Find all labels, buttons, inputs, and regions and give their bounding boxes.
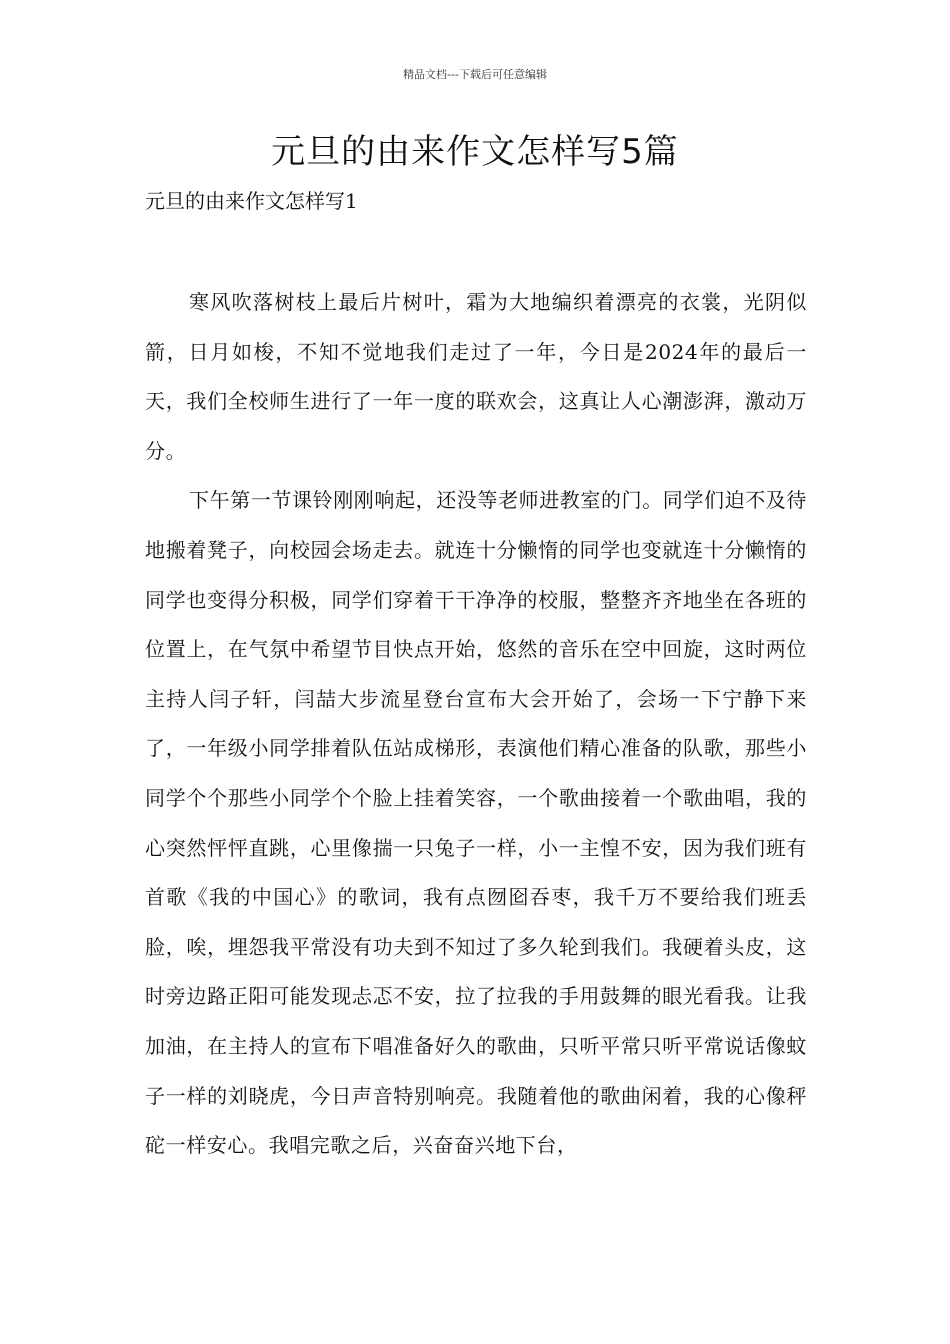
- header-note: 精品文档---下载后可任意编辑: [403, 68, 547, 81]
- paragraph-1: 寒风吹落树枝上最后片树叶，霜为大地编织着漂亮的衣裳，光阴似箭，日月如梭，不知不觉地我们走过了一年，今日是2024年的最后一天，我们全校师生进行了一年一度的联欢会，这真让人心潮澎湃，激动万分。: [145, 290, 807, 463]
- paragraph-2: 下午第一节课铃刚刚响起，还没等老师进教室的门。同学们迫不及待地搬着凳子，向校园会场走去。就连十分懒惰的同学也变就连十分懒惰的同学也变得分积极，同学们穿着干干净净的校服，整整齐齐地坐在各班的位置上，在气氛中希望节目快点开始，悠然的音乐在空中回旋，这时两位主持人闫子轩，闫喆大步流星登台宣布大会开始了，会场一下宁静下来了，一年级小同学排着队伍站成梯形，表演他们精心准备的队歌，那些小同学个个那些小同学个个脸上挂着笑容，一个歌曲接着一个歌曲唱，我的心突然怦怦直跳，心里像揣一只兔子一样，小一主惶不安，因为我们班有首歌《我的中国心》的歌词，我有点囫囵吞枣，我千万不要给我们班丢脸，唉，埋怨我平常没有功夫到不知过了多久轮到我们。我硬着头皮，这时旁边路正阳可能发现忐忑不安，拉了拉我的手用鼓舞的眼光看我。让我加油，在主持人的宣布下唱准备好久的歌曲，只听平常只听平常说话像蚊子一样的刘晓虎，今日声音特别响亮。我随着他的歌曲闲着，我的心像秤砣一样安心。我唱完歌之后，兴奋奋兴地下台，: [145, 488, 807, 1158]
- document-title: 元旦的由来作文怎样写5篇: [271, 132, 679, 172]
- body-text: [145, 278, 807, 1171]
- section-heading: 元旦的由来作文怎样写1: [145, 189, 358, 213]
